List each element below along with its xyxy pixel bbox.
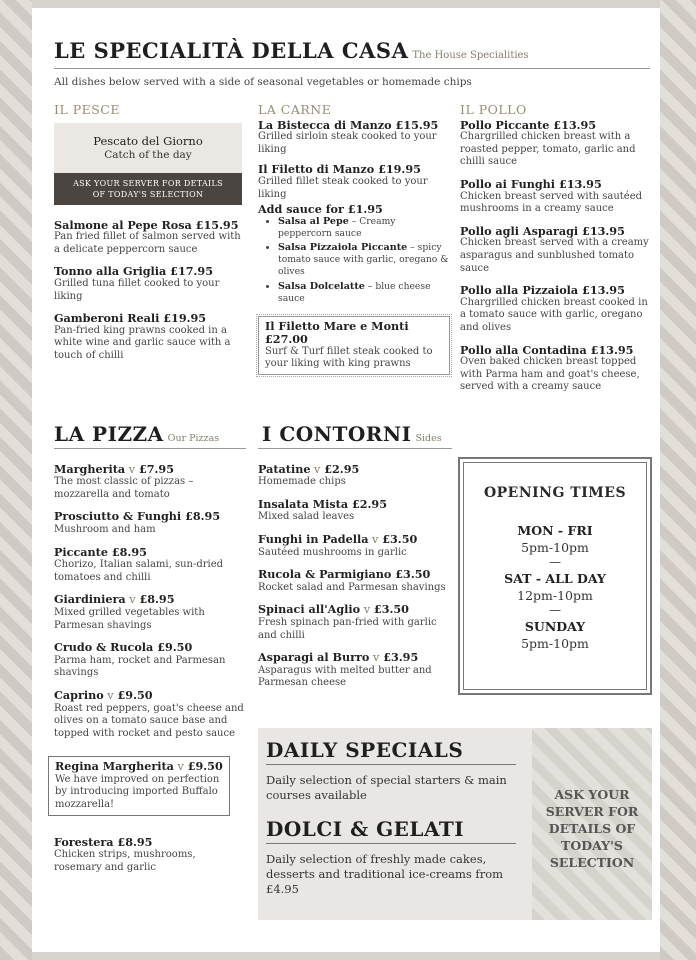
item-desc: Fresh spinach pan-fried with garlic and chilli: [258, 616, 437, 641]
sauce-desc: – blue cheese sauce: [278, 280, 431, 304]
menu-item: [460, 225, 650, 275]
item-desc: Surf & Turf fillet steak cooked to your liking with king prawns: [265, 345, 433, 370]
item-desc: Grilled fillet steak cooked to your liking: [258, 175, 428, 200]
intro-text: All dishes below served with a side of seasonal vegetables or homemade chips: [54, 76, 472, 88]
item-price: £3.50: [391, 567, 431, 582]
item-name: [258, 603, 452, 617]
item-name: Il Filetto Mare e Monti £27.00: [265, 319, 409, 346]
item-desc: Homemade chips: [258, 476, 346, 488]
pizza-name: Piccante: [54, 544, 108, 559]
item-price: £9.50: [113, 687, 153, 702]
pesce-heading: IL PESCE: [54, 102, 120, 117]
ask-line: ASK YOUR: [554, 787, 630, 802]
item-name: [54, 641, 246, 655]
menu-item: [54, 265, 246, 303]
contorni-divider: [258, 448, 452, 449]
menu-item: [54, 836, 246, 875]
dolci-desc: Daily selection of freshly made cakes, desserts and traditional ice-creams from £4.95: [266, 852, 504, 896]
pizza-divider: [54, 448, 246, 449]
item-desc: Parma ham, rocket and Parmesan shavings: [54, 654, 226, 679]
ask-line: DETAILS OF: [548, 821, 636, 836]
item-desc: Grilled sirloin steak cooked to your liking: [258, 131, 437, 155]
item-price: £9.50: [183, 759, 223, 774]
pizza-name: Prosciutto & Funghi: [54, 509, 182, 524]
item-price: £8.95: [135, 592, 175, 607]
ask-line: TODAY'S: [561, 838, 623, 853]
pizza-name: Regina Margherita: [55, 759, 174, 774]
item-desc: Chicken strips, mushrooms, rosemary and garlic: [54, 849, 196, 873]
carne-heading: LA CARNE: [258, 102, 332, 117]
page-title: [54, 38, 529, 63]
pizza-name: Giardiniera: [54, 592, 126, 607]
item-name: Pollo ai Funghi £13.95: [460, 176, 602, 191]
item-desc: Chargrilled chicken breast cooked in a tomato sauce with garlic, oregano and olives: [460, 296, 648, 333]
page-title-text: LE SPECIALITÀ DELLA CASA: [54, 38, 409, 63]
menu-item: [54, 689, 246, 740]
regina-margherita-box: [48, 756, 230, 815]
pizza-name: Forestera: [54, 834, 114, 849]
veg-mark: v: [173, 760, 184, 774]
item-price: £9.50: [153, 640, 193, 655]
item-name: Salmone al Pepe Rosa £15.95: [54, 217, 239, 232]
veg-mark: v: [125, 593, 136, 607]
right-border-pattern: [660, 0, 696, 960]
daily-specials-desc: Daily selection of special starters & main courses available: [266, 773, 507, 802]
item-price: £8.95: [113, 834, 153, 849]
daily-specials-heading: DAILY SPECIALS: [266, 738, 464, 762]
side-name: Spinaci all'Aglio: [258, 602, 361, 617]
side-name: Rucola & Parmigiano: [258, 567, 392, 582]
pesce-column: [54, 104, 246, 372]
item-name: [54, 463, 246, 477]
item-desc: Mushroom and ham: [54, 523, 156, 535]
sauce-name: Salsa Dolcelatte: [278, 280, 365, 292]
dolci-divider: [266, 843, 516, 844]
opening-time: 12pm-10pm: [517, 588, 593, 603]
menu-item: [54, 593, 246, 632]
menu-item: [258, 163, 450, 201]
menu-item: [258, 498, 452, 524]
sauce-heading: Add sauce for £1.95: [258, 202, 383, 217]
item-name: [54, 510, 246, 524]
pescato-sub: Catch of the day: [104, 148, 192, 161]
item-desc: Roast red peppers, goat's cheese and olives on a tomato sauce base and topped with rocket and pesto sauce: [54, 702, 244, 739]
pizza-subheading: Our Pizzas: [167, 433, 220, 444]
veg-mark: v: [360, 603, 371, 617]
menu-item: [258, 568, 452, 594]
menu-item: [54, 219, 246, 257]
ask-line: SERVER FOR: [545, 804, 639, 819]
menu-item: [460, 284, 650, 334]
menu-item: [460, 178, 650, 216]
ask-server-note: [532, 786, 652, 871]
item-price: £8.95: [107, 544, 147, 559]
pescato-name: Pescato del Giorno: [93, 133, 203, 148]
item-price: £3.95: [379, 650, 419, 665]
specials-text: [266, 738, 516, 897]
opening-day: SAT - ALL DAY: [504, 571, 606, 586]
item-price: £2.95: [348, 496, 388, 511]
opening-heading: OPENING TIMES: [483, 485, 627, 501]
item-desc: Chargrilled chicken breast with a roasted pepper, tomato, garlic and chilli sauce: [460, 131, 636, 168]
menu-item: [258, 603, 452, 642]
menu-item: [54, 546, 246, 585]
item-desc: We have improved on perfection by introducing imported Buffalo mozzarella!: [55, 773, 220, 811]
item-name: Tonno alla Griglia £17.95: [54, 264, 213, 279]
item-name: [55, 760, 223, 774]
side-name: Asparagi al Burro: [258, 650, 370, 665]
item-name: [54, 546, 246, 560]
item-price: £3.50: [378, 531, 418, 546]
contorni-subheading: Sides: [415, 433, 442, 444]
item-name: Pollo agli Asparagi £13.95: [460, 223, 625, 238]
item-desc: Sautéed mushrooms in garlic: [258, 546, 407, 558]
item-name: [258, 568, 452, 582]
menu-item: [258, 463, 452, 489]
contorni-column: [258, 422, 452, 699]
ask-line: SELECTION: [549, 855, 635, 870]
item-name: [54, 689, 246, 703]
item-name: Pollo alla Contadina £13.95: [460, 342, 634, 357]
menu-item: [258, 533, 452, 559]
item-desc: Grilled tuna fillet cooked to your liking: [54, 277, 220, 302]
item-name: Gamberoni Reali £19.95: [54, 311, 207, 326]
item-name: [258, 651, 452, 665]
item-desc: Pan-fried king prawns cooked in a white wine and garlic sauce with a touch of chilli: [54, 324, 231, 361]
sauce-item: [278, 216, 450, 240]
side-name: Funghi in Padella: [258, 531, 369, 546]
contorni-heading-text: I CONTORNI: [262, 422, 412, 446]
item-name: [54, 836, 246, 850]
side-name: Insalata Mista: [258, 496, 349, 511]
item-desc: The most classic of pizzas – mozzarella and tomato: [54, 476, 194, 500]
page-subtitle: The House Specialities: [412, 50, 529, 61]
veg-mark: v: [125, 462, 136, 476]
menu-item: [54, 641, 246, 680]
left-border-pattern: [0, 0, 32, 960]
menu-item: [258, 651, 452, 690]
opening-day: SUNDAY: [524, 619, 586, 634]
item-desc: Oven baked chicken breast topped with Parma ham and goat's cheese, served with a creamy sauce: [460, 356, 640, 393]
veg-mark: v: [369, 651, 380, 665]
menu-item: [54, 463, 246, 502]
item-name: [54, 593, 246, 607]
item-desc: Chicken breast served with sautéed mushrooms in a creamy sauce: [460, 190, 643, 215]
pescato-feature: [54, 123, 242, 205]
sauce-name: Salsa Pizzaiola Piccante: [278, 242, 408, 254]
item-name: La Bistecca di Manzo £15.95: [258, 117, 439, 132]
item-desc: Chicken breast served with a creamy asparagus and sunblushed tomato sauce: [460, 237, 649, 274]
item-name: [258, 463, 452, 477]
sauce-item: [278, 242, 450, 277]
title-divider: [54, 68, 650, 69]
opening-time: 5pm-10pm: [521, 540, 589, 555]
menu-item: [258, 119, 450, 157]
veg-mark: v: [103, 688, 114, 702]
menu-item: [460, 344, 650, 394]
item-desc: Asparagus with melted butter and Parmesan cheese: [258, 664, 432, 689]
sauce-desc: – spicy tomato sauce with garlic, oregano & olives: [278, 242, 449, 277]
item-name: [258, 533, 452, 547]
item-name: Il Filetto di Manzo £19.95: [258, 162, 421, 177]
pizza-heading: [54, 422, 246, 446]
pollo-heading: IL POLLO: [460, 102, 527, 117]
item-desc: Mixed grilled vegetables with Parmesan shavings: [54, 606, 205, 631]
sauce-desc: – Creamy peppercorn sauce: [278, 215, 396, 239]
carne-column: [258, 104, 450, 375]
sauce-item: [278, 281, 450, 305]
opening-divider: —: [549, 603, 561, 617]
item-price: £3.50: [370, 602, 409, 617]
specials-panel: [258, 728, 652, 920]
veg-mark: v: [368, 532, 379, 546]
pollo-column: [460, 104, 650, 403]
pizza-name: Crudo & Rucola: [54, 640, 154, 655]
sauce-name: Salsa al Pepe: [278, 215, 349, 227]
daily-specials-divider: [266, 764, 516, 765]
item-price: £2.95: [320, 461, 360, 476]
menu-item: [54, 312, 246, 362]
item-price: £7.95: [135, 461, 174, 476]
pescato-note-line2: OF TODAY'S SELECTION: [92, 189, 204, 199]
sauce-list: [278, 216, 450, 305]
pizza-name: Margherita: [54, 461, 126, 476]
side-name: Patatine: [258, 461, 311, 476]
opening-day: MON - FRI: [517, 523, 593, 538]
dolci-heading: DOLCI & GELATI: [266, 817, 465, 841]
pescato-note: [54, 173, 242, 205]
menu-item: [460, 119, 650, 169]
item-name: Pollo alla Pizzaiola £13.95: [460, 283, 625, 298]
menu-page: [32, 8, 660, 952]
mare-e-monti-box: [258, 316, 450, 374]
opening-times-box: [458, 457, 652, 695]
item-desc: Rocket salad and Parmesan shavings: [258, 581, 446, 593]
item-price: £8.95: [181, 509, 221, 524]
item-name: Pollo Piccante £13.95: [460, 117, 597, 132]
item-desc: Mixed salad leaves: [258, 511, 355, 523]
item-name: [258, 498, 452, 512]
pizza-name: Caprino: [54, 687, 104, 702]
pescato-note-line1: ASK YOUR SERVER FOR DETAILS: [73, 178, 223, 188]
pizza-heading-text: LA PIZZA: [54, 422, 164, 446]
opening-divider: —: [549, 555, 561, 569]
menu-item: [54, 510, 246, 536]
contorni-heading: [258, 422, 452, 446]
opening-time: 5pm-10pm: [521, 636, 589, 651]
veg-mark: v: [310, 462, 321, 476]
item-desc: Pan fried fillet of salmon served with a delicate peppercorn sauce: [54, 231, 241, 255]
pizza-column: [54, 422, 246, 883]
item-desc: Chorizo, Italian salami, sun-dried tomatoes and chilli: [54, 559, 224, 583]
